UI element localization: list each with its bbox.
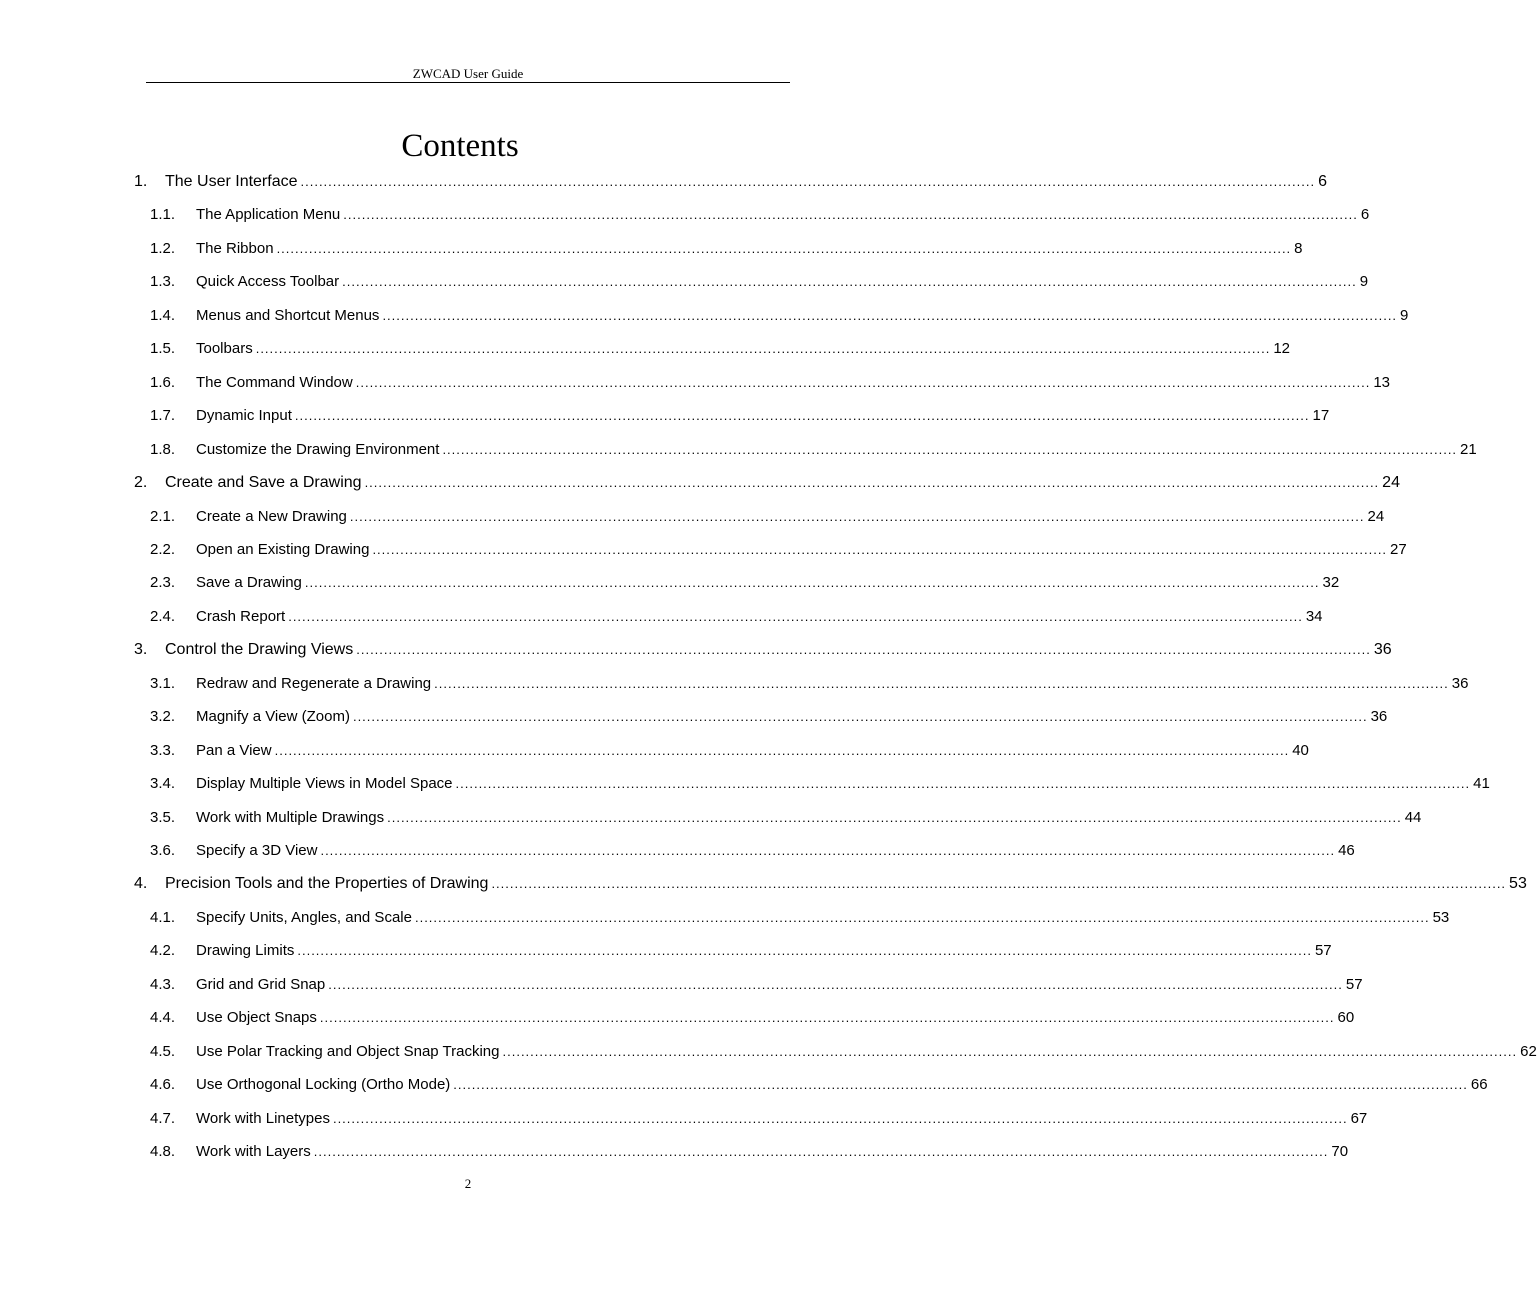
toc-entry-page: 13 <box>1373 373 1391 391</box>
toc-dot-leader: ............................................................................................................................................................................................................................ <box>356 642 1371 658</box>
toc-entry-label: The Command Window <box>196 373 353 391</box>
toc-entry-page: 57 <box>1345 975 1363 993</box>
toc-entry-number: 4. <box>134 875 148 893</box>
toc-entry-page: 40 <box>1292 741 1309 759</box>
toc-entry-number: 3.1. <box>150 674 176 692</box>
toc-dot-leader: ............................................................................................................................................................................................................................ <box>294 408 1310 424</box>
toc-entry-label: The Application Menu <box>196 206 341 224</box>
toc-dot-leader: ............................................................................................................................................................................................................................ <box>364 475 1380 491</box>
toc-entry-label: Use Object Snaps <box>196 1009 317 1027</box>
toc-entry-page: 34 <box>1305 607 1323 625</box>
toc-entry[interactable] <box>0 641 1392 671</box>
toc-entry-number: 2.2. <box>150 540 176 558</box>
toc-entry[interactable] <box>0 239 1303 270</box>
toc-dot-leader: ............................................................................................................................................................................................................................ <box>442 441 1458 457</box>
toc-entry[interactable] <box>0 808 1422 839</box>
toc-entry-label: Create a New Drawing <box>196 507 347 525</box>
toc-entry-page: 46 <box>1338 842 1355 859</box>
toc-dot-leader: ............................................................................................................................................................................................................................ <box>255 341 1271 357</box>
toc-entry[interactable] <box>0 975 1363 1006</box>
toc-entry-number: 3. <box>134 641 148 659</box>
toc-entry[interactable] <box>0 540 1407 571</box>
toc-dot-leader: ............................................................................................................................................................................................................................ <box>297 943 1312 959</box>
toc-entry-page: 21 <box>1460 440 1477 458</box>
toc-entry-label: Magnify a View (Zoom) <box>196 708 350 726</box>
toc-dot-leader: ............................................................................................................................................................................................................................ <box>343 207 1358 223</box>
toc-entry-label: Pan a View <box>196 741 272 759</box>
toc-entry-label: Use Polar Tracking and Object Snap Tracking <box>196 1042 500 1060</box>
toc-entry-label: Work with Multiple Drawings <box>196 808 385 826</box>
toc-entry-number: 3.2. <box>150 708 176 726</box>
toc-dot-leader: ............................................................................................................................................................................................................................ <box>387 809 1402 825</box>
toc-entry-page: 57 <box>1314 942 1332 960</box>
toc-entry-label: Open an Existing Drawing <box>196 540 370 558</box>
toc-entry-number: 1.7. <box>150 407 176 425</box>
toc-entry-page: 24 <box>1382 474 1400 492</box>
toc-entry-page: 53 <box>1432 908 1450 926</box>
toc-entry-label: Use Orthogonal Locking (Ortho Mode) <box>196 1076 451 1094</box>
toc-entry[interactable] <box>0 273 1369 303</box>
toc-entry[interactable] <box>0 1076 1488 1106</box>
toc-dot-leader: ............................................................................................................................................................................................................................ <box>453 1077 1468 1093</box>
toc-entry[interactable] <box>0 507 1385 538</box>
toc-entry-number: 1.2. <box>150 239 176 257</box>
toc-dot-leader: ............................................................................................................................................................................................................................ <box>491 876 1507 892</box>
toc-entry-label: Grid and Grid Snap <box>196 975 326 993</box>
toc-dot-leader: ............................................................................................................................................................................................................................ <box>288 608 1303 624</box>
toc-entry-page: 41 <box>1473 775 1490 793</box>
toc-dot-leader: ............................................................................................................................................................................................................................ <box>342 274 1357 290</box>
toc-entry-number: 1. <box>134 173 148 190</box>
toc-entry-page: 12 <box>1273 340 1290 358</box>
toc-entry[interactable] <box>0 741 1309 772</box>
toc-dot-leader: ............................................................................................................................................................................................................................ <box>355 374 1371 390</box>
toc-entry-number: 4.8. <box>150 1143 176 1161</box>
toc-entry[interactable] <box>0 574 1340 604</box>
toc-entry-label: Menus and Shortcut Menus <box>196 306 380 324</box>
toc-entry[interactable] <box>0 875 1527 905</box>
toc-entry-page: 66 <box>1470 1076 1488 1094</box>
toc-entry[interactable] <box>0 440 1477 471</box>
toc-dot-leader: ............................................................................................................................................................................................................................ <box>313 1144 1329 1160</box>
toc-entry-number: 4.4. <box>150 1009 176 1027</box>
toc-dot-leader: ............................................................................................................................................................................................................................ <box>352 709 1368 725</box>
toc-entry-label: Dynamic Input <box>196 407 292 425</box>
toc-entry[interactable] <box>0 775 1490 805</box>
toc-entry-number: 2.3. <box>150 574 176 592</box>
toc-entry-label: Specify a 3D View <box>196 842 318 859</box>
toc-entry-number: 2.1. <box>150 507 176 525</box>
toc-entry-label: Crash Report <box>196 607 286 625</box>
toc-entry-page: 60 <box>1337 1009 1355 1027</box>
toc-dot-leader: ............................................................................................................................................................................................................................ <box>304 575 1320 591</box>
toc-entry-number: 1.3. <box>150 273 176 291</box>
toc-entry-page: 8 <box>1294 239 1303 257</box>
toc-dot-leader: ............................................................................................................................................................................................................................ <box>434 675 1449 691</box>
toc-entry[interactable] <box>0 173 1328 203</box>
toc-entry-number: 1.8. <box>150 440 176 458</box>
toc-entry-page: 32 <box>1322 574 1340 592</box>
toc-entry-number: 3.4. <box>150 775 176 793</box>
toc-entry-page: 27 <box>1390 540 1407 558</box>
toc-dot-leader: ............................................................................................................................................................................................................................ <box>502 1043 1518 1059</box>
toc-entry-label: The Ribbon <box>196 239 274 257</box>
toc-entry[interactable] <box>0 1042 1537 1073</box>
toc-entry-page: 9 <box>1359 273 1369 291</box>
toc-entry-label: Control the Drawing Views <box>165 641 354 659</box>
toc-entry[interactable] <box>0 474 1400 504</box>
running-header: ZWCAD User Guide <box>412 66 524 81</box>
toc-entry-number: 4.2. <box>150 942 176 960</box>
toc-entry-page: 62 <box>1520 1042 1537 1060</box>
page-title: Contents <box>401 128 519 164</box>
toc-entry-page: 36 <box>1451 674 1469 692</box>
toc-entry-label: Drawing Limits <box>196 942 295 960</box>
toc-entry-number: 4.7. <box>150 1109 176 1127</box>
toc-entry[interactable] <box>0 842 1355 872</box>
toc-entry-label: Display Multiple Views in Model Space <box>196 775 453 793</box>
toc-entry-page: 24 <box>1367 507 1385 525</box>
toc-entry-page: 6 <box>1318 173 1328 190</box>
toc-entry[interactable] <box>0 407 1330 437</box>
page-number: 2 <box>464 1176 472 1191</box>
toc-entry-page: 17 <box>1312 407 1330 425</box>
toc-entry-page: 67 <box>1350 1109 1368 1127</box>
toc-dot-leader: ............................................................................................................................................................................................................................ <box>328 976 1343 992</box>
toc-entry[interactable] <box>0 1109 1368 1140</box>
toc-dot-leader: ............................................................................................................................................................................................................................ <box>414 909 1430 925</box>
toc-entry[interactable] <box>0 708 1388 738</box>
toc-entry-label: Redraw and Regenerate a Drawing <box>196 674 432 692</box>
header-rule <box>146 82 790 83</box>
toc-entry-label: The User Interface <box>165 173 298 190</box>
toc-entry[interactable] <box>0 1009 1355 1039</box>
toc-entry-number: 1.5. <box>150 340 176 358</box>
toc-entry[interactable] <box>0 373 1391 404</box>
toc-entry-page: 53 <box>1509 875 1527 893</box>
toc-dot-leader: ............................................................................................................................................................................................................................ <box>274 742 1290 758</box>
toc-entry[interactable] <box>0 908 1450 939</box>
toc-dot-leader: ............................................................................................................................................................................................................................ <box>319 1010 1335 1026</box>
toc-entry-label: Save a Drawing <box>196 574 302 592</box>
toc-entry[interactable] <box>0 340 1290 370</box>
toc-entry[interactable] <box>0 306 1409 337</box>
toc-dot-leader: ............................................................................................................................................................................................................................ <box>300 174 1316 189</box>
toc-dot-leader: ............................................................................................................................................................................................................................ <box>349 508 1365 524</box>
toc-entry-page: 6 <box>1360 206 1370 224</box>
toc-entry[interactable] <box>0 674 1469 705</box>
toc-entry-number: 1.4. <box>150 306 176 324</box>
toc-entry-label: Specify Units, Angles, and Scale <box>196 908 412 926</box>
toc-entry[interactable] <box>0 206 1370 236</box>
toc-entry-page: 36 <box>1373 641 1392 659</box>
toc-entry-label: Work with Linetypes <box>196 1109 330 1127</box>
toc-dot-leader: ............................................................................................................................................................................................................................ <box>332 1110 1348 1126</box>
toc-dot-leader: ............................................................................................................................................................................................................................ <box>455 776 1471 792</box>
toc-entry-label: Customize the Drawing Environment <box>196 440 440 458</box>
toc-dot-leader: ............................................................................................................................................................................................................................ <box>382 307 1398 323</box>
toc-entry[interactable] <box>0 1143 1349 1173</box>
toc-entry-label: Precision Tools and the Properties of Drawing <box>165 875 489 893</box>
toc-entry-number: 1.6. <box>150 373 176 391</box>
toc-entry-number: 3.5. <box>150 808 176 826</box>
toc-entry-number: 3.3. <box>150 741 176 759</box>
toc-entry-number: 1.1. <box>150 206 176 224</box>
toc-dot-leader: ............................................................................................................................................................................................................................ <box>320 843 1336 858</box>
toc-entry-label: Work with Layers <box>196 1143 311 1161</box>
toc-entry-page: 36 <box>1370 708 1388 726</box>
toc-entry-label: Create and Save a Drawing <box>165 474 362 492</box>
toc-entry-number: 4.3. <box>150 975 176 993</box>
toc-entry-label: Quick Access Toolbar <box>196 273 340 291</box>
toc-entry-number: 3.6. <box>150 842 176 859</box>
toc-entry-number: 4.1. <box>150 908 176 926</box>
toc-entry[interactable] <box>0 607 1323 638</box>
toc-entry-label: Toolbars <box>196 340 253 358</box>
toc-entry-page: 44 <box>1404 808 1422 826</box>
toc-entry-number: 4.6. <box>150 1076 176 1094</box>
toc-entry-page: 70 <box>1331 1143 1349 1161</box>
toc-dot-leader: ............................................................................................................................................................................................................................ <box>276 240 1292 256</box>
toc-entry-number: 2.4. <box>150 607 176 625</box>
toc-entry-page: 9 <box>1400 306 1409 324</box>
toc-entry[interactable] <box>0 942 1332 972</box>
toc-dot-leader: ............................................................................................................................................................................................................................ <box>372 541 1388 557</box>
toc-entry-number: 2. <box>134 474 148 492</box>
toc-entry-number: 4.5. <box>150 1042 176 1060</box>
